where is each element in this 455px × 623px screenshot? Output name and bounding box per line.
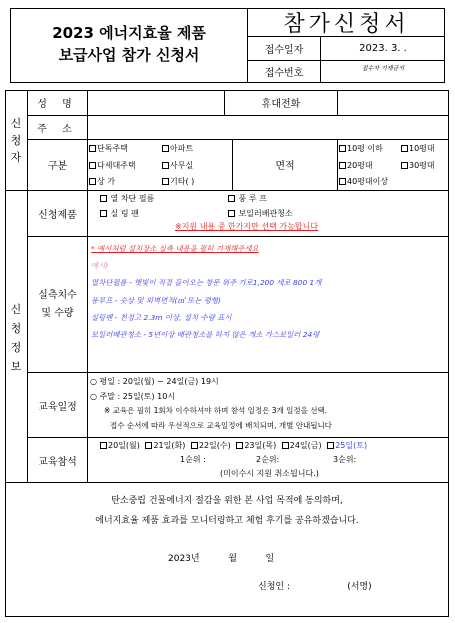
checkbox[interactable]: [228, 210, 235, 217]
schedule-note: 접수 순서에 따라 우선적으로 교육일정에 배치되며, 개별 안내됩니다: [110, 420, 332, 430]
day-label: 24일(금): [289, 441, 322, 450]
attend-label: 교육참석: [38, 456, 77, 468]
area-option-label: 20평대: [347, 160, 373, 170]
type-option[interactable]: [89, 174, 169, 191]
divider: [27, 372, 449, 373]
checkbox[interactable]: [401, 162, 408, 169]
attend-days: [100, 440, 450, 451]
day-option[interactable]: [327, 441, 367, 450]
day-option[interactable]: [236, 441, 276, 450]
checkbox[interactable]: [401, 145, 408, 152]
area-option[interactable]: [339, 141, 401, 158]
divider: [5, 482, 449, 483]
checkbox[interactable]: [339, 145, 346, 152]
type-option[interactable]: [89, 141, 169, 158]
area-option[interactable]: [339, 158, 401, 175]
day-label: 22일(수): [198, 441, 231, 450]
type-options-left: [89, 141, 169, 191]
schedule-label: 교육일정: [38, 401, 77, 413]
name-field[interactable]: [88, 91, 224, 115]
measure-example-line: 열차단필름 - 햇빛이 직접 들어오는 창문 위주 가로1,200 세로 800 1개: [91, 278, 322, 288]
type-option[interactable]: [89, 158, 169, 175]
checkbox[interactable]: [100, 442, 107, 449]
title-area: [10, 8, 248, 83]
divider: [337, 139, 338, 190]
area-option-label: 30평대: [409, 160, 435, 170]
type-option-label: 사무실: [170, 160, 194, 170]
signature-field[interactable]: 신청인 : (서명): [258, 582, 372, 592]
checkbox[interactable]: [100, 195, 107, 202]
title-line-2: 보급사업 참가 신청서: [58, 45, 200, 64]
area-option-label: 10평대: [409, 144, 435, 153]
type-option-label: 상 가: [97, 177, 115, 186]
rank-2[interactable]: 2순위:: [256, 455, 280, 464]
product-option-label: 보일러배관청소: [238, 209, 293, 218]
consent-line-1: 탄소중립 건물에너지 절감을 위한 본 사업 목적에 동의하며,: [111, 495, 343, 506]
reception-date-value[interactable]: 2023. 3. .: [359, 42, 407, 54]
product-option[interactable]: [228, 206, 358, 221]
section-char: 보: [10, 360, 22, 373]
divider: [27, 236, 449, 237]
measure-example: 예시): [91, 261, 109, 271]
reception-date-label: 접수일자: [264, 44, 304, 56]
checkbox[interactable]: [100, 210, 107, 217]
rank-1[interactable]: 1순위 :: [180, 455, 206, 464]
type-option[interactable]: [162, 174, 232, 191]
measure-example-line: 보일러배관청소 - 5년이상 배관청소를 하지 않은 개소 가스보일러 24평: [91, 330, 320, 340]
type-options-right: [162, 141, 232, 191]
type-option-label: 단독주택: [97, 144, 128, 153]
checkbox[interactable]: [89, 178, 96, 185]
divider: [87, 90, 88, 482]
type-option-label: 다세대주택: [97, 160, 136, 170]
product-label: 신청제품: [38, 210, 77, 221]
rank-3[interactable]: 3순위:: [333, 455, 357, 464]
attend-note: (미이수시 지원 취소됩니다.): [220, 469, 319, 478]
consent-line-2: 에너지효율 제품 효과를 모니터링하고 체험 후기를 공유하겠습니다.: [95, 515, 359, 526]
measure-label-line: 및 수량: [41, 307, 74, 319]
checkbox[interactable]: [228, 195, 235, 202]
area-options-right: [401, 141, 448, 174]
section-applicant: [5, 115, 27, 166]
checkbox[interactable]: [339, 178, 346, 185]
section-char: 신: [10, 117, 22, 130]
address-field[interactable]: [88, 116, 448, 139]
name-label: 성 명: [37, 99, 78, 110]
checkbox[interactable]: [162, 162, 169, 169]
section-char: 청: [10, 322, 22, 335]
checkbox[interactable]: [162, 145, 169, 152]
schedule-line: ○ 주말 : 25일(토) 10시: [90, 391, 176, 401]
area-option-label: 10평 이하: [347, 144, 383, 153]
area-option[interactable]: [339, 174, 401, 191]
phone-field[interactable]: [338, 91, 448, 115]
product-note: ※지원 내용 중 한가지만 선택 가능합니다: [175, 222, 319, 231]
product-option-label: 풍 루 프: [238, 194, 267, 203]
checkbox[interactable]: [145, 442, 152, 449]
checkbox[interactable]: [282, 442, 289, 449]
divider: [27, 437, 449, 438]
measure-label-line: 실측치수: [38, 289, 77, 301]
section-char: 청: [10, 134, 22, 147]
checkbox[interactable]: [327, 442, 334, 449]
type-label: 구분: [47, 161, 68, 172]
title-line-1: 2023 에너지효율 제품: [52, 23, 206, 42]
checkbox[interactable]: [339, 162, 346, 169]
consent-date[interactable]: 2023년 월 일: [168, 554, 275, 564]
section-char: 자: [10, 151, 22, 164]
checkbox[interactable]: [191, 442, 198, 449]
checkbox[interactable]: [162, 178, 169, 185]
area-label: 면적: [275, 161, 295, 172]
type-option[interactable]: [162, 141, 232, 158]
day-label: 20일(월): [108, 441, 140, 450]
schedule-line: ○ 평일 : 20일(월) ~ 24일(금) 19시: [90, 377, 219, 386]
address-label: 주 소: [37, 123, 78, 135]
section-char: 정: [10, 341, 22, 354]
day-label: 25일(토): [335, 441, 368, 450]
day-label: 21일(화): [153, 441, 186, 450]
day-option[interactable]: [191, 441, 231, 450]
product-option[interactable]: [100, 191, 230, 206]
measure-example-line: 실링팬 - 천정고 2.3m 이상, 설치 수량 표시: [91, 312, 232, 322]
section-info: [5, 300, 27, 376]
reception-number-note: 접수자 기재금지: [361, 64, 405, 72]
day-option[interactable]: [145, 441, 185, 450]
measure-example-line: 풍루프 - 숫상 및 외벽면적(㎡ 또는 평형): [91, 295, 221, 305]
checkbox[interactable]: [89, 145, 96, 152]
day-option[interactable]: [282, 441, 322, 450]
area-option[interactable]: [401, 141, 448, 158]
product-option[interactable]: [228, 191, 358, 206]
checkbox[interactable]: [89, 162, 96, 169]
type-option[interactable]: [162, 158, 232, 175]
schedule-text: [90, 375, 446, 433]
schedule-note: ※ 교육은 필히 1회차 이수하셔야 하며 참석 일정은 3개 일정을 선택.: [104, 406, 328, 415]
section-char: 신: [10, 303, 22, 316]
area-options-left: [339, 141, 401, 191]
measure-area[interactable]: [91, 240, 447, 343]
phone-label: 휴대전화: [261, 99, 301, 110]
checkbox[interactable]: [236, 442, 243, 449]
area-option[interactable]: [401, 158, 448, 175]
day-label: 23일(목): [244, 441, 277, 450]
measure-instruction: * 예시처럼 설치장소 실측 내용을 필히 기재해주세요: [91, 244, 259, 253]
product-option-label: 열 차단 필름: [110, 194, 155, 203]
banner-title: 참가신청서: [283, 11, 410, 37]
reception-number-label: 접수번호: [264, 68, 304, 79]
type-option-label: 기타( ): [170, 177, 195, 186]
area-option-label: 40평대이상: [347, 177, 389, 186]
day-option[interactable]: [100, 441, 140, 450]
product-options-left: [100, 191, 230, 221]
product-options-right: [228, 191, 358, 221]
measure-label: [28, 237, 87, 372]
product-option[interactable]: [100, 206, 230, 221]
product-option-label: 실 링 팬: [110, 209, 139, 218]
type-option-label: 아파트: [170, 144, 194, 153]
